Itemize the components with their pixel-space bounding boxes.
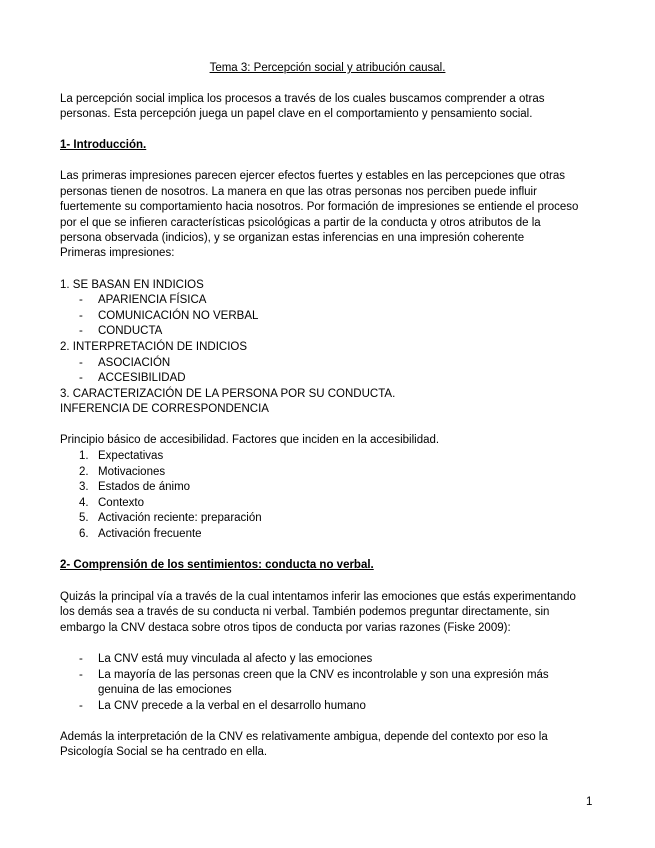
list-item: 2. INTERPRETACIÓN DE INDICIOS	[60, 341, 248, 353]
dash-bullet: -	[79, 700, 83, 712]
bullet-item-continuation: genuina de las emociones	[98, 684, 232, 696]
section-1-heading: 1- Introducción.	[60, 139, 147, 151]
factor-item: Expectativas	[98, 450, 164, 462]
factor-number: 6.	[79, 528, 89, 540]
closing-line: Además la interpretación de la CNV es relativamente ambigua, depende del contexto por eso la	[60, 731, 548, 743]
paragraph-line: embargo la CNV destaca sobre otros tipos de conducta por varias razones (Fiske 2009):	[60, 622, 511, 634]
paragraph-line: Las primeras impresiones parecen ejercer efectos fuertes y estables en las percepciones que otras	[60, 170, 565, 182]
factor-item: Activación frecuente	[98, 528, 202, 540]
paragraph-line: fuertemente su comportamiento hacia nosotros. Por formación de impresiones se entiende el proceso	[60, 201, 579, 213]
dash-bullet: -	[79, 372, 83, 384]
bullet-item: La CNV precede a la verbal en el desarrollo humano	[98, 700, 366, 712]
paragraph-line: por el que se infieren características psicológicas a partir de la conducta y otros atributos de la	[60, 217, 541, 229]
factor-number: 4.	[79, 497, 89, 509]
factor-number: 2.	[79, 466, 89, 478]
paragraph-line: personas tienen de nosotros. La manera en que las otras personas nos perciben puede influir	[60, 186, 537, 198]
intro-line: personas. Esta percepción juega un papel clave en el comportamiento y pensamiento social.	[60, 108, 533, 120]
dash-bullet: -	[79, 357, 83, 369]
list-item: 3. CARACTERIZACIÓN DE LA PERSONA POR SU CONDUCTA.	[60, 388, 396, 400]
paragraph-line: Quizás la principal vía a través de la cual intentamos inferir las emociones que estás experimentando	[60, 591, 576, 603]
sub-list-item: ACCESIBILIDAD	[98, 372, 186, 384]
sub-list-item: CONDUCTA	[98, 325, 163, 337]
factor-item: Motivaciones	[98, 466, 166, 478]
paragraph-line: Primeras impresiones:	[60, 247, 175, 259]
paragraph-line: los demás sea a través de su conducta ni verbal. También podemos preguntar directamente, sin	[60, 606, 550, 618]
bullet-item: La mayoría de las personas creen que la CNV es incontrolable y son una expresión más	[98, 669, 549, 681]
principle-line: Principio básico de accesibilidad. Factores que inciden en la accesibilidad.	[60, 434, 440, 446]
sub-list-item: APARIENCIA FÍSICA	[98, 294, 207, 306]
bullet-item: La CNV está muy vinculada al afecto y las emociones	[98, 653, 373, 665]
factor-item: Estados de ánimo	[98, 481, 191, 493]
factor-number: 5.	[79, 512, 89, 524]
factor-number: 1.	[79, 450, 89, 462]
page-number: 1	[586, 796, 593, 808]
document-title: Tema 3: Percepción social y atribución causal.	[209, 62, 446, 74]
dash-bullet: -	[79, 310, 83, 322]
sub-list-item: COMUNICACIÓN NO VERBAL	[98, 310, 259, 322]
factor-item: Activación reciente: preparación	[98, 512, 262, 524]
sub-list-item: ASOCIACIÓN	[98, 357, 171, 369]
factor-number: 3.	[79, 481, 89, 493]
list-item-continuation: INFERENCIA DE CORRESPONDENCIA	[60, 403, 269, 415]
factor-item: Contexto	[98, 497, 145, 509]
list-item: 1. SE BASAN EN INDICIOS	[60, 279, 204, 291]
dash-bullet: -	[79, 669, 83, 681]
dash-bullet: -	[79, 653, 83, 665]
closing-line: Psicología Social se ha centrado en ella.	[60, 746, 268, 758]
dash-bullet: -	[79, 325, 83, 337]
section-2-heading: 2- Comprensión de los sentimientos: conducta no verbal.	[60, 559, 374, 571]
paragraph-line: persona observada (indicios), y se organizan estas inferencias en una impresión coherente	[60, 232, 525, 244]
dash-bullet: -	[79, 294, 83, 306]
intro-line: La percepción social implica los procesos a través de los cuales buscamos comprender a otras	[60, 93, 545, 105]
